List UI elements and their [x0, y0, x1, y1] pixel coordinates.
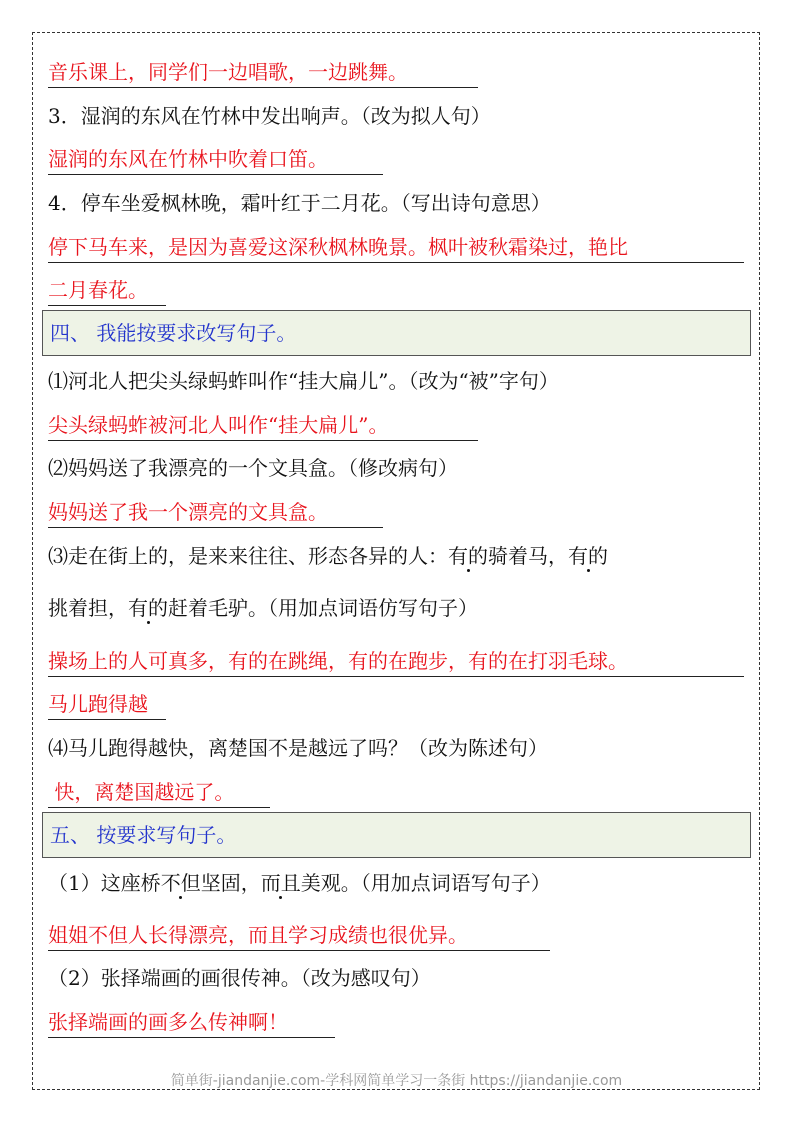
- s4-question-4: ⑷马儿跑得越快，离楚国不是越远了吗？（改为陈述句）: [48, 736, 548, 760]
- section-4-title: 四、 我能按要求改写句子。: [50, 321, 297, 345]
- s5-answer-1: 姐姐不但人长得漂亮，而且学习成绩也很优异。: [48, 921, 550, 951]
- s5-answer-2: 张择端画的画多么传神啊！: [48, 1008, 335, 1038]
- footer-watermark: 简单街-jiandanjie.com-学科网简单学习一条街 https://jiandanjie.com: [170, 1073, 623, 1089]
- answer-line: 音乐课上，同学们一边唱歌，一边跳舞。: [48, 58, 478, 88]
- answer-3: 湿润的东风在竹林中吹着口笛。: [48, 145, 383, 175]
- s4-answer-3: 操场上的人可真多，有的在跳绳，有的在跑步，有的在打羽毛球。: [48, 647, 744, 677]
- section-4-header: [42, 310, 751, 356]
- s4-answer-2: 妈妈送了我一个漂亮的文具盒。: [48, 498, 383, 528]
- s4-question-3-line-2: 挑着担，有的赶着毛驴。（用加点词语仿写句子）: [48, 596, 478, 620]
- dotted-word: 不但: [160, 871, 201, 895]
- s4-answer-1: 尖头绿蚂蚱被河北人叫作“挂大扁儿”。: [48, 411, 478, 441]
- s4-question-3-line-1: ⑶走在街上的，是来来往往、形态各异的人：有的骑着马，有的: [48, 544, 608, 568]
- s4-question-1: ⑴河北人把尖头绿蚂蚱叫作“挂大扁儿”。（改为“被”字句）: [48, 369, 559, 393]
- dotted-word: 有的: [568, 544, 608, 568]
- answer-4-line-1: 停下马车来，是因为喜爱这深秋枫林晚景。枫叶被秋霜染过，艳比: [48, 233, 744, 263]
- section-5-header: [42, 812, 751, 858]
- s5-question-1: （1）这座桥不但坚固，而且美观。（用加点词语写句子）: [48, 871, 551, 895]
- question-4: 4．停车坐爱枫林晚，霜叶红于二月花。（写出诗句意思）: [48, 191, 551, 215]
- answer-4-line-2: 二月春花。: [48, 276, 166, 306]
- s4-answer-4-part-1: 马儿跑得越: [48, 690, 166, 720]
- dotted-word: 而且: [260, 871, 301, 895]
- s4-answer-4-part-2: 快，离楚国越远了。: [48, 778, 270, 808]
- section-5-title: 五、 按要求写句子。: [50, 823, 237, 847]
- dotted-word: 有的: [448, 544, 488, 568]
- question-3: 3．湿润的东风在竹林中发出响声。（改为拟人句）: [48, 104, 491, 128]
- s5-question-2: （2）张择端画的画很传神。（改为感叹句）: [48, 966, 431, 990]
- dotted-word: 有的: [128, 596, 168, 620]
- s4-question-2: ⑵妈妈送了我漂亮的一个文具盒。（修改病句）: [48, 456, 458, 480]
